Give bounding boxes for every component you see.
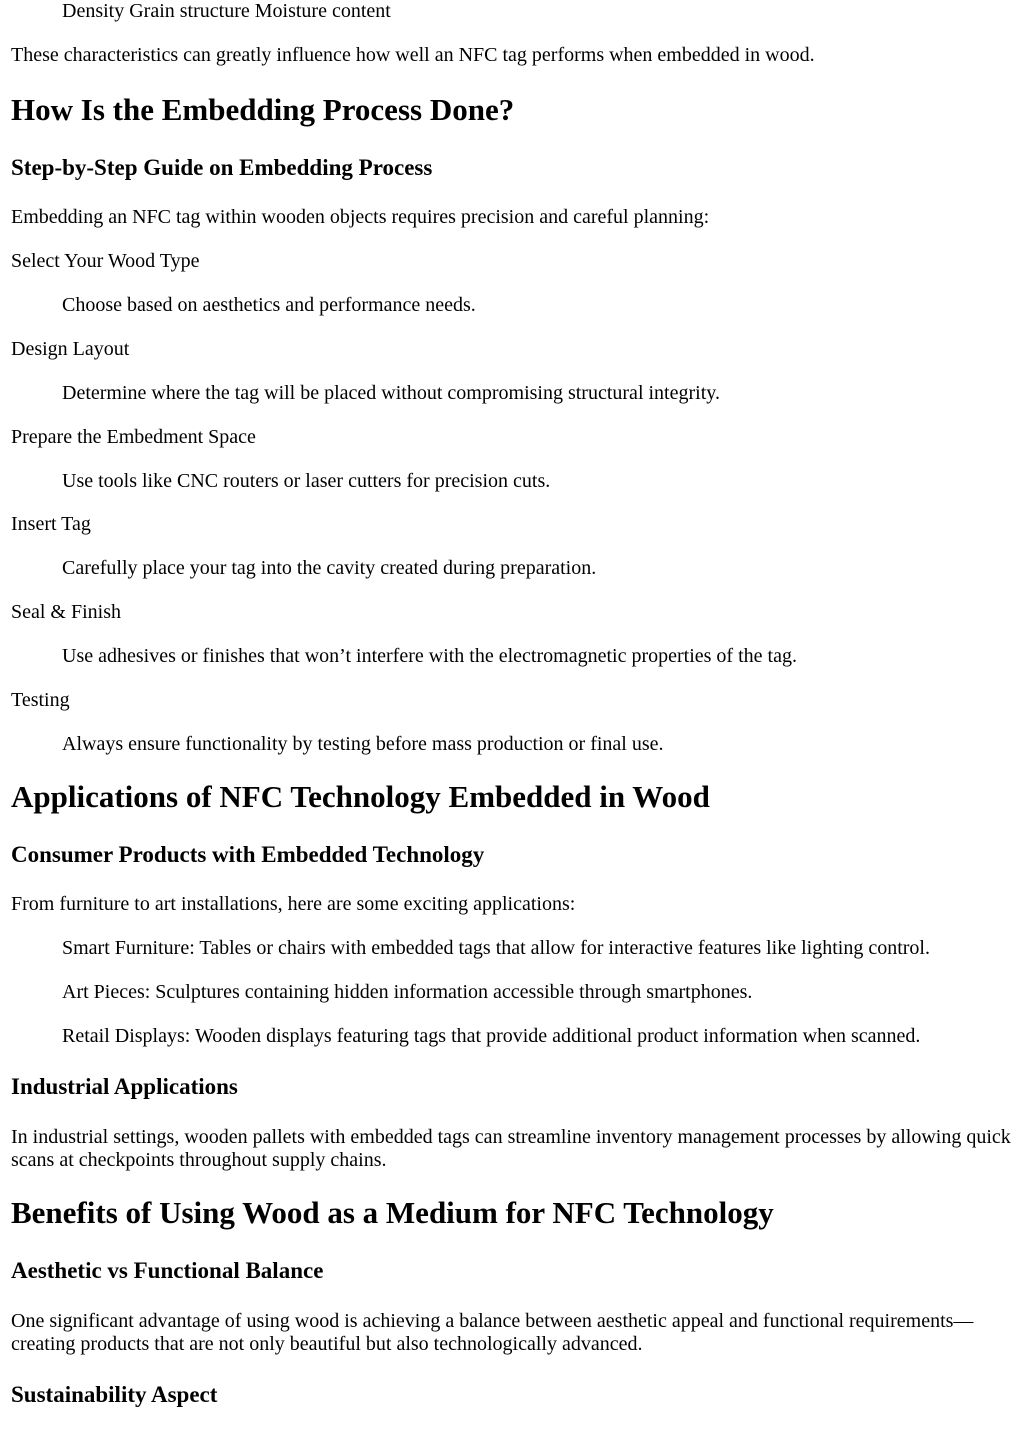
subheading-aesthetic-balance: Aesthetic vs Functional Balance [11,1258,324,1283]
step-description: Carefully place your tag into the cavity created during preparation. [62,557,597,579]
subheading-industrial: Industrial Applications [11,1074,238,1099]
step-term: Prepare the Embedment Space [11,426,256,448]
subheading-sustainability: Sustainability Aspect [11,1382,218,1407]
subheading-step-guide: Step-by-Step Guide on Embedding Process [11,155,433,180]
subheading-consumer-products: Consumer Products with Embedded Technology [11,842,485,867]
heading-applications: Applications of NFC Technology Embedded in Wood [11,779,710,814]
balance-paragraph: One significant advantage of using wood is achieving a balance between aesthetic appeal and functional requirements—creating products that are not only beautiful but also technologically advanced. [11,1310,974,1355]
application-item: Retail Displays: Wooden displays featuring tags that provide additional product information when scanned. [62,1025,921,1047]
step-description: Use adhesives or finishes that won’t interfere with the electromagnetic properties of the tag. [62,645,797,667]
step-description: Determine where the tag will be placed without compromising structural integrity. [62,382,720,404]
step-term: Seal & Finish [11,601,122,623]
step-description: Use tools like CNC routers or laser cutters for precision cuts. [62,470,551,492]
step-description: Choose based on aesthetics and performance needs. [62,294,476,316]
heading-benefits: Benefits of Using Wood as a Medium for NFC Technology [11,1195,774,1230]
step-term: Design Layout [11,338,130,360]
application-item: Art Pieces: Sculptures containing hidden information accessible through smartphones. [62,981,753,1003]
consumer-intro-paragraph: From furniture to art installations, here are some exciting applications: [11,893,576,915]
characteristics-paragraph: These characteristics can greatly influence how well an NFC tag performs when embedded in wood. [11,44,815,66]
heading-embedding-process: How Is the Embedding Process Done? [11,92,515,127]
step-description: Always ensure functionality by testing before mass production or final use. [62,733,664,755]
wood-characteristics-list: Density Grain structure Moisture content [62,0,391,22]
application-item: Smart Furniture: Tables or chairs with embedded tags that allow for interactive features like lighting control. [62,937,930,959]
step-term: Insert Tag [11,513,91,535]
step-term: Select Your Wood Type [11,250,200,272]
industrial-paragraph: In industrial settings, wooden pallets with embedded tags can streamline inventory management processes by allowing quick scans at checkpoints throughout supply chains. [11,1126,1011,1171]
step-term: Testing [11,689,70,711]
embedding-intro-paragraph: Embedding an NFC tag within wooden objects requires precision and careful planning: [11,206,710,228]
